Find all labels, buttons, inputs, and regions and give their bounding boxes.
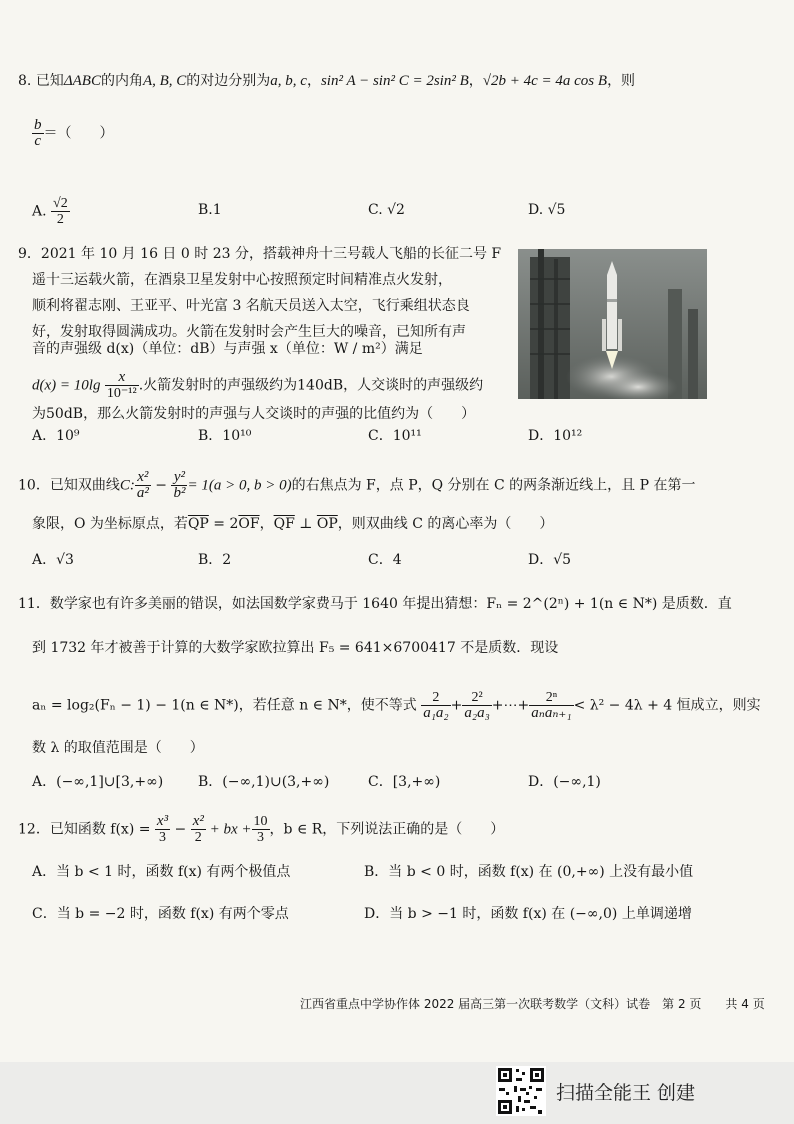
q10-math: = 1(a > 0, b > 0): [187, 477, 292, 494]
q12-number: 12．: [18, 821, 50, 838]
q10-text: 的右焦点为 F，点 P，Q 分别在 C 的两条渐近线上，且 P 在第一: [291, 477, 696, 494]
q9-fraction: [105, 370, 139, 401]
q8-text: 已知: [35, 73, 64, 89]
frac-num: x³: [156, 813, 169, 829]
frac-num: x²: [135, 470, 151, 486]
q11-line2: 到 1732 年才被善于计算的大数学家欧拉算出 F₅ = 641×6700417 不是质数．现设: [32, 640, 559, 656]
rocket-launch-illustration: [518, 249, 707, 399]
q8-math: sin² A − sin² C = 2sin² B: [320, 73, 469, 89]
q11-option-b: B．(−∞,1)∪(3,+∞): [198, 774, 330, 790]
q10-option-c: C．4: [368, 552, 402, 568]
q11-frac-1: [421, 690, 450, 721]
q8-option-b: B.1: [198, 202, 222, 218]
q11-text: 数学家也有许多美丽的错误，如法国数学家费马于 1640 年提出猜想：Fₙ = 2^(2ⁿ) + 1(n ∈ N*) 是质数．直: [49, 596, 732, 612]
option-label: A.: [32, 203, 47, 220]
frac-num: 2ⁿ: [529, 690, 573, 706]
q9-line4: 好，发射取得圆满成功。火箭在发射时会产生巨大的噪音，已知所有声: [32, 324, 466, 340]
q10-math: C:: [119, 477, 135, 494]
q11-text: < λ² − 4λ + 4 恒成立，则实: [573, 697, 761, 714]
q12-frac-3: [252, 814, 270, 845]
q10-text: 已知双曲线: [49, 477, 120, 494]
frac-den: 2: [194, 830, 202, 845]
page-footer: 江西省重点中学协作体 2022 届高三第一次联考数学（文科）试卷 第 2 页 共 4 页: [300, 997, 765, 1011]
q10-frac-y: [171, 470, 187, 501]
q10-option-b: B．2: [198, 552, 232, 568]
q11-text: aₙ = log₂(Fₙ − 1) − 1(n ∈ N*)，若任意 n ∈ N*，使不等式: [32, 697, 417, 714]
q11-math: +: [450, 697, 463, 714]
q8-option-a-fraction: [51, 196, 70, 227]
q12-frac-1: [155, 814, 170, 845]
q8-math: √2b + 4c = 4a cos B: [482, 73, 608, 89]
q10-vector: $\overline{QF}$: [273, 516, 295, 532]
q9-option-c: C．10¹¹: [368, 428, 422, 444]
frac-num: x: [105, 370, 139, 386]
q12-text: 已知函数 f(x) =: [49, 821, 151, 838]
q10-option-a: A．√3: [32, 552, 74, 568]
q10-line1: [18, 470, 695, 501]
q12-option-b: B．当 b < 0 时，函数 f(x) 在 (0,+∞) 上没有最小值: [364, 864, 694, 880]
q12-line1: [18, 814, 504, 845]
q8-frac-den: c: [34, 133, 42, 149]
q9-option-b: B．10¹⁰: [198, 428, 252, 444]
q9-line3: 顺利将翟志刚、王亚平、叶光富 3 名航天员送入太空，飞行乘组状态良: [32, 298, 470, 314]
q8-math: ΔABC: [63, 73, 101, 89]
q12-text: ，b ∈ R，下列说法正确的是（ ）: [269, 821, 505, 838]
q8-text: ，则: [607, 73, 636, 89]
q9-formula: d(x) = 10lg: [32, 377, 101, 394]
frac-den: a²: [136, 485, 149, 501]
q10-vector: $\overline{OP}$: [316, 516, 338, 532]
option-value: √2: [387, 202, 405, 218]
q12-option-c: C．当 b = −2 时，函数 f(x) 有两个零点: [32, 906, 289, 922]
q9-line6: [32, 370, 483, 401]
q12-option-d: D．当 b > −1 时，函数 f(x) 在 (−∞,0) 上单调递增: [364, 906, 692, 922]
q8-text: ，: [306, 73, 321, 89]
q9-number: 9．: [18, 246, 41, 262]
q12-math: + bx +: [205, 821, 252, 838]
frac-num: y²: [171, 470, 187, 486]
q8-text: ，: [468, 73, 483, 89]
q8-math: A, B, C: [142, 73, 187, 89]
option-value: √5: [547, 202, 566, 218]
q8-math: a, b, c: [270, 73, 307, 89]
q10-number: 10．: [18, 477, 50, 494]
q9-line7: 为50dB，那么火箭发射时的声强与人交谈时的声强的比值约为（ ）: [32, 406, 476, 422]
q11-option-d: D．(−∞,1): [528, 774, 601, 790]
q8-line1: [18, 71, 635, 91]
q8-fraction: [32, 118, 44, 149]
q8-option-d: [528, 200, 565, 220]
option-label: C.: [368, 202, 383, 218]
qr-code-graphic: [496, 1066, 546, 1116]
qr-code-icon: [496, 1066, 546, 1120]
frac-den: a₂a₃: [464, 705, 490, 721]
q10-frac-x: [135, 470, 151, 501]
q11-frac-2: [462, 690, 491, 721]
q10-option-d: D．√5: [528, 552, 572, 568]
q9-line5: 音的声强级 d(x)（单位：dB）与声强 x（单位：W / m²）满足: [32, 341, 423, 357]
q10-text: ，则双曲线 C 的离心率为（ ）: [337, 516, 554, 532]
q11-line4: 数 λ 的取值范围是（ ）: [32, 740, 204, 756]
rocket-launch-photo: [518, 249, 707, 399]
q9-text: .火箭发射时的声强级约为140dB，人交谈时的声强级约: [138, 377, 484, 394]
q10-vector: $\overline{QP}$: [187, 516, 209, 532]
q8-text: 的对边分别为: [186, 73, 271, 89]
q10-math: ⊥: [294, 516, 317, 532]
scanner-watermark-text: 扫描全能王 创建: [556, 1082, 696, 1104]
q12-math: −: [170, 821, 191, 838]
q9-option-d: D．10¹²: [528, 428, 583, 444]
q8-line2: [32, 118, 114, 149]
q8-number: 8.: [18, 73, 36, 89]
q12-frac-2: [191, 814, 206, 845]
option-label: D.: [528, 202, 544, 218]
q9-line1: [18, 244, 501, 264]
frac-den: aₙaₙ₊₁: [531, 705, 572, 721]
frac-den: b²: [173, 485, 186, 501]
q8-blank: ＝（ ）: [43, 125, 114, 142]
q10-vector: $\overline{OF}$: [238, 516, 260, 532]
q8-frac-num: b: [34, 117, 42, 133]
frac-num: √2: [53, 196, 68, 211]
frac-num: 2²: [462, 690, 491, 706]
q8-option-a: [32, 196, 70, 227]
q10-text: 象限，O 为坐标原点，若: [32, 516, 188, 532]
q9-line2: 遥十三运载火箭，在酒泉卫星发射中心按照预定时间精准点火发射，: [32, 272, 452, 288]
frac-num: 2: [421, 690, 450, 706]
frac-den: a₁a₂: [423, 705, 449, 721]
q10-math: −: [150, 477, 172, 494]
q9-option-a: A．10⁹: [32, 428, 80, 444]
frac-den: 3: [257, 830, 265, 845]
q10-line2: [32, 514, 553, 534]
q12-option-a: A．当 b < 1 时，函数 f(x) 有两个极值点: [32, 864, 291, 880]
q11-option-a: A．(−∞,1]∪[3,+∞): [32, 774, 164, 790]
q11-option-c: C．[3,+∞): [368, 774, 441, 790]
q11-number: 11．: [18, 596, 50, 612]
frac-den: 3: [159, 830, 166, 845]
q10-text: ，: [259, 516, 274, 532]
q11-math: +⋯+: [491, 697, 530, 714]
frac-den: 10⁻¹²: [106, 386, 137, 401]
q11-line1: [18, 594, 732, 614]
q8-option-c: [368, 200, 405, 220]
q10-math: = 2: [208, 516, 239, 532]
frac-num: x²: [192, 813, 204, 829]
frac-num: 10: [253, 814, 268, 829]
q11-line3: [32, 690, 761, 721]
q11-frac-3: [529, 690, 573, 721]
q9-text: 2021 年 10 月 16 日 0 时 23 分，搭载神舟十三号载人飞船的长征二号 F: [40, 246, 502, 262]
q8-text: 的内角: [100, 73, 143, 89]
frac-den: 2: [56, 212, 64, 227]
